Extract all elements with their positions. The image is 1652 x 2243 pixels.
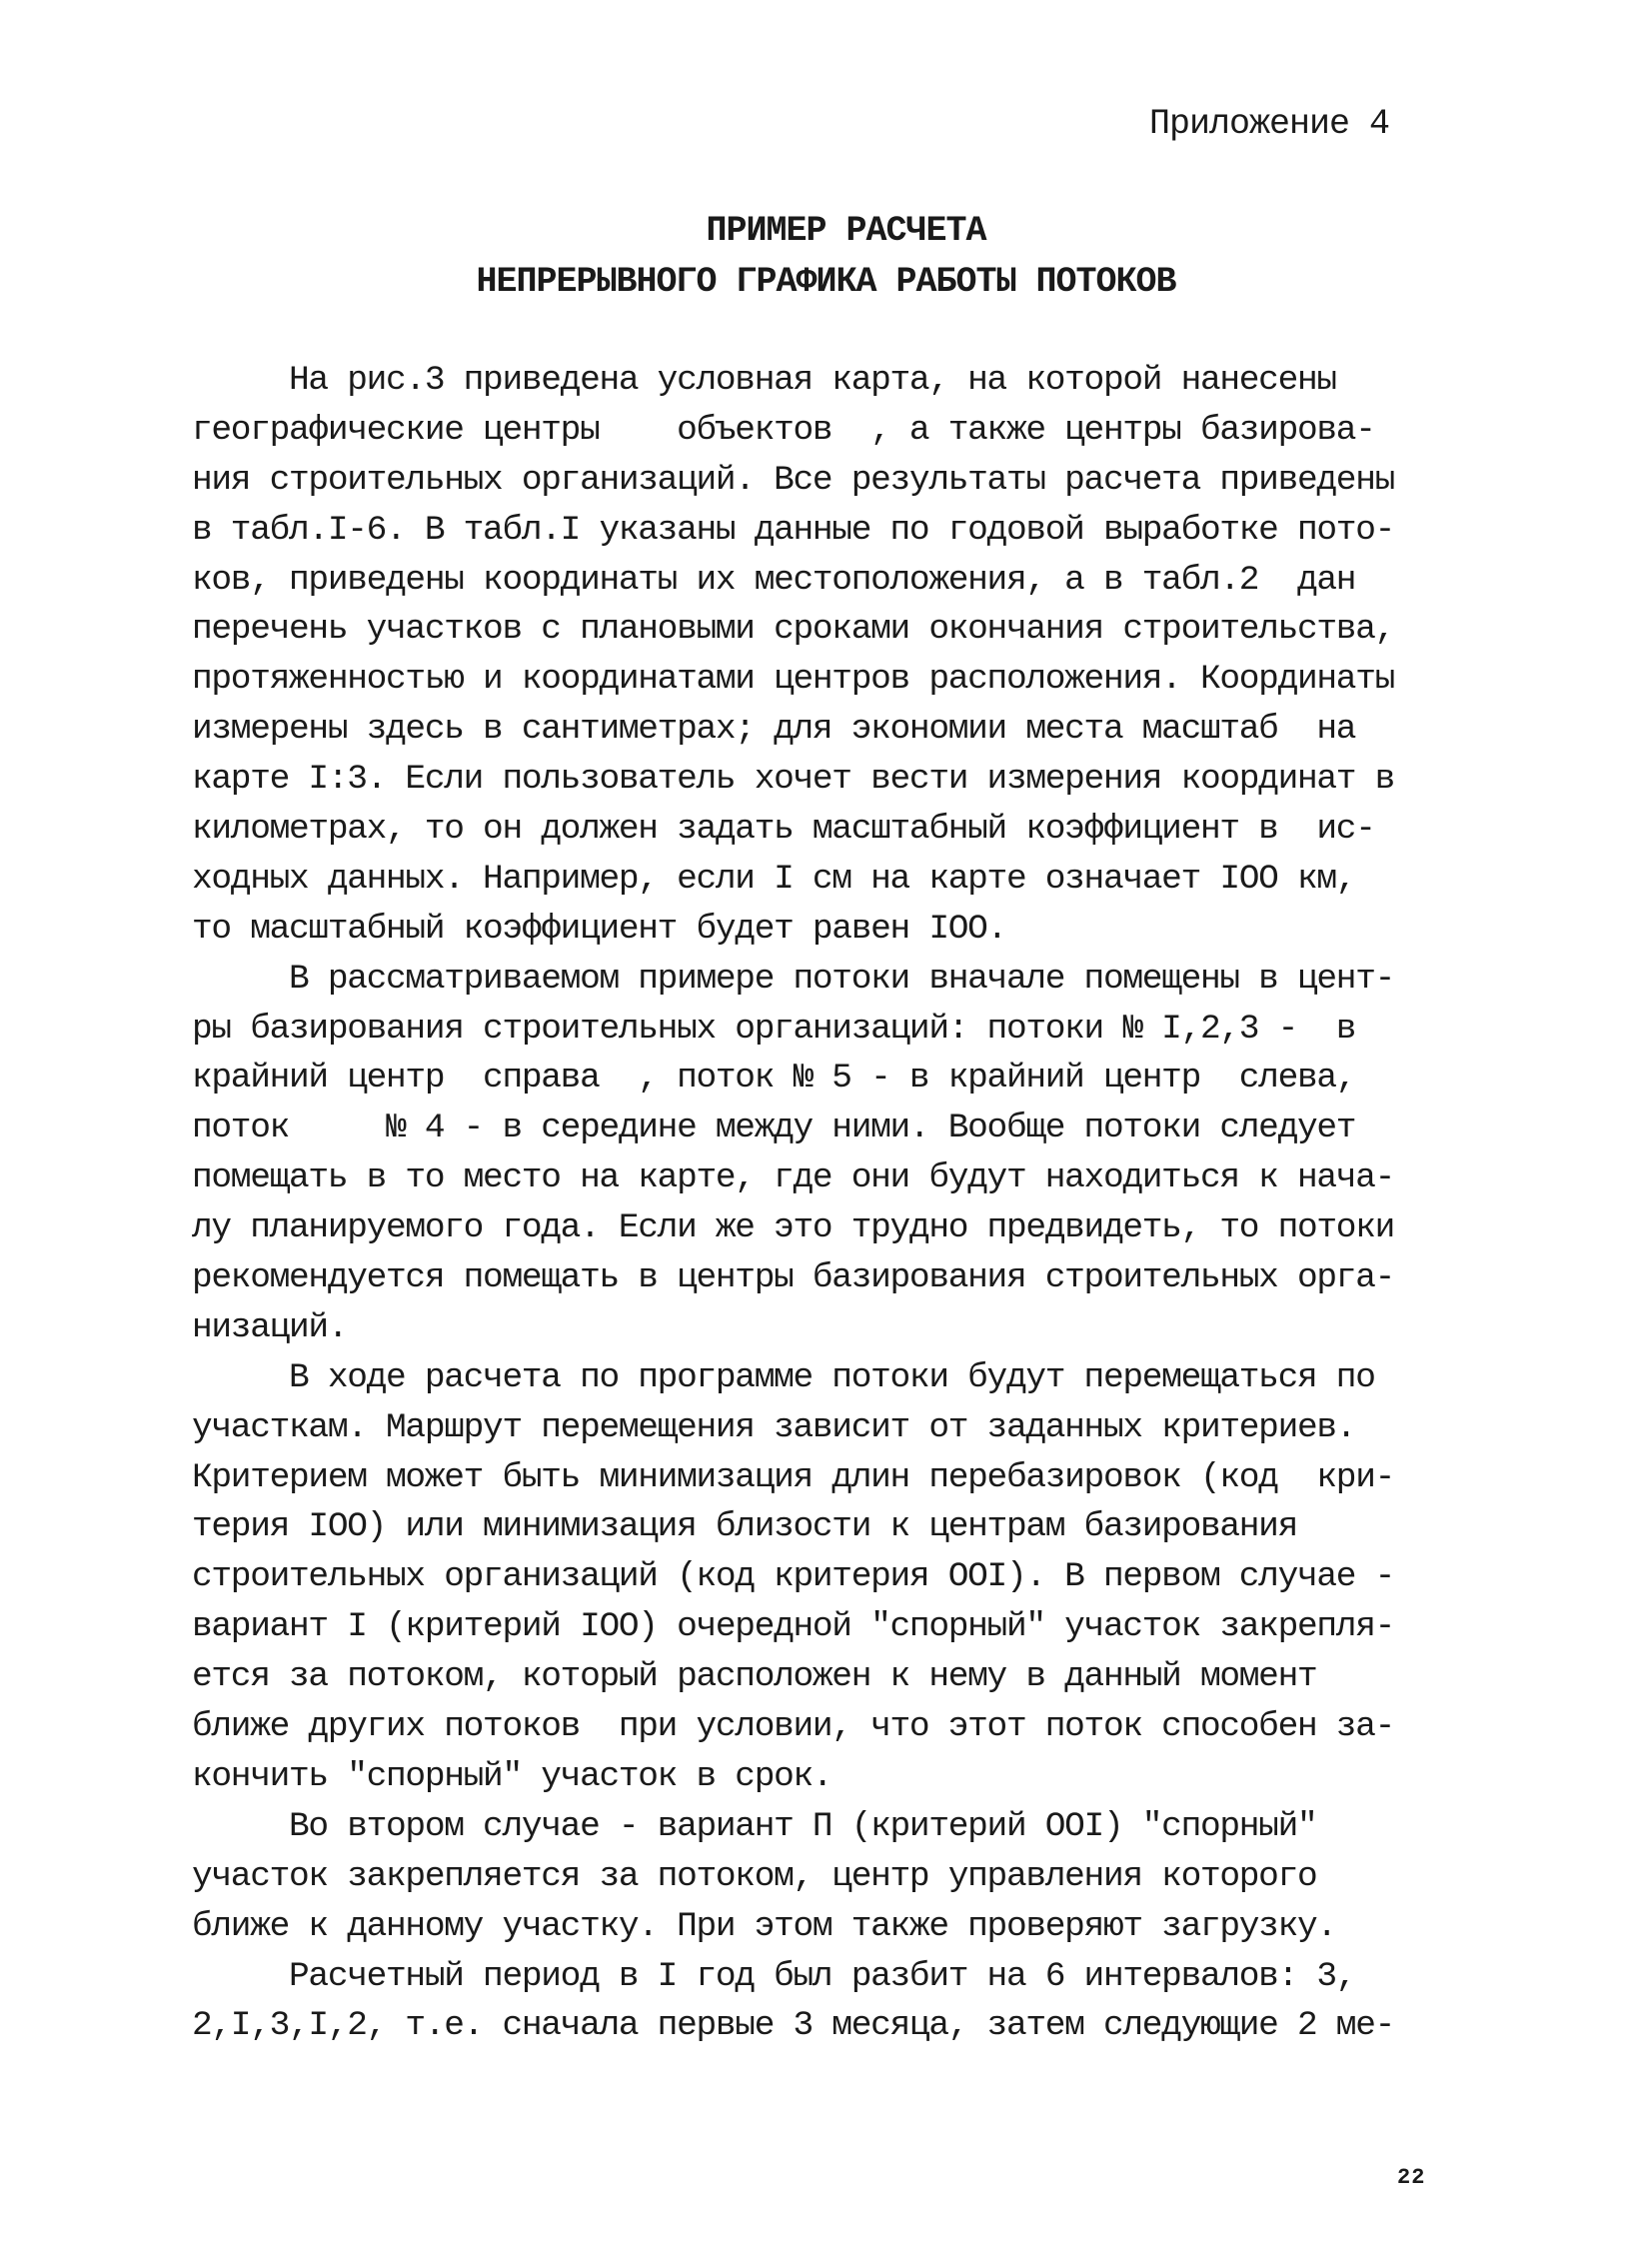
body-line: измерены здесь в сантиметрах; для экономии места масштаб на — [192, 710, 1356, 750]
document-title — [0, 206, 1652, 308]
body-line: ния строительных организаций. Все результаты расчета приведены — [192, 460, 1395, 500]
body-line: километрах, то он должен задать масштабный коэффициент в ис- — [192, 810, 1375, 850]
body-line: карте I:3. Если пользователь хочет вести измерения координат в — [192, 760, 1395, 800]
body-line: ближе к данному участку. При этом также проверяют загрузку. — [192, 1906, 1336, 1946]
body-line: протяженностью и координатами центров расположения. Координаты — [192, 660, 1395, 700]
body-line: терия IOO) или минимизация близости к центрам базирования — [192, 1507, 1297, 1547]
body-line: перечень участков с плановыми сроками окончания строительства, — [192, 610, 1395, 650]
body-line: участкам. Маршрут перемещения зависит от заданных критериев. — [192, 1407, 1356, 1447]
title-line-1: ПРИМЕР РАСЧЕТА — [706, 211, 986, 251]
body-line: ближе других потоков при условии, что этот поток способен за- — [192, 1707, 1395, 1747]
body-line: Во втором случае - вариант П (критерий OOI) "спорный" — [192, 1806, 1317, 1846]
body-line: крайний центр справа , поток № 5 - в крайний центр слева, — [192, 1059, 1356, 1099]
body-line: Расчетный период в I год был разбит на 6 интервалов: 3, — [192, 1956, 1356, 1996]
body-line: ры базирования строительных организаций: потоки № I,2,3 - в — [192, 1009, 1356, 1049]
body-line: то масштабный коэффициент будет равен IOO. — [192, 909, 1006, 949]
body-line: в табл.I-6. В табл.I указаны данные по годовой выработке пото- — [192, 510, 1395, 550]
body-line: лу планируемого года. Если же это трудно предвидеть, то потоки — [192, 1208, 1395, 1248]
body-line: поток № 4 - в середине между ними. Вообще потоки следует — [192, 1109, 1356, 1148]
page-number: 22 — [1397, 2165, 1426, 2190]
body-line: ходных данных. Например, если I см на карте означает IOO км, — [192, 859, 1356, 899]
body-line: ков, приведены координаты их местоположения, а в табл.2 дан — [192, 560, 1356, 600]
title-line-2: НЕПРЕРЫВНОГО ГРАФИКА РАБОТЫ ПОТОКОВ — [476, 262, 1176, 302]
body-line: участок закрепляется за потоком, центр управления которого — [192, 1856, 1317, 1896]
body-line: кончить "спорный" участок в срок. — [192, 1756, 832, 1796]
body-line: рекомендуется помещать в центры базирования строительных орга- — [192, 1258, 1395, 1298]
body-line: ется за потоком, который расположен к нему в данный момент — [192, 1657, 1317, 1697]
body-line: На рис.3 приведена условная карта, на которой нанесены — [192, 361, 1336, 400]
body-line: географические центры объектов , а также центры базирова- — [192, 410, 1375, 450]
body-line: низаций. — [192, 1307, 348, 1347]
body-text — [192, 356, 1481, 2051]
body-line: В рассматриваемом примере потоки вначале помещены в цент- — [192, 959, 1395, 999]
appendix-label: Приложение 4 — [1149, 104, 1390, 144]
body-line: Критерием может быть минимизация длин перебазировок (код кри- — [192, 1457, 1395, 1497]
body-line: В ходе расчета по программе потоки будут перемещаться по — [192, 1357, 1375, 1397]
body-line: вариант I (критерий IOO) очередной "спорный" участок закрепля- — [192, 1607, 1395, 1647]
body-line: помещать в то место на карте, где они будут находиться к нача- — [192, 1158, 1395, 1198]
body-line: строительных организаций (код критерия OOI). В первом случае - — [192, 1557, 1395, 1597]
body-line: 2,I,3,I,2, т.е. сначала первые 3 месяца, затем следующие 2 ме- — [192, 2006, 1395, 2046]
